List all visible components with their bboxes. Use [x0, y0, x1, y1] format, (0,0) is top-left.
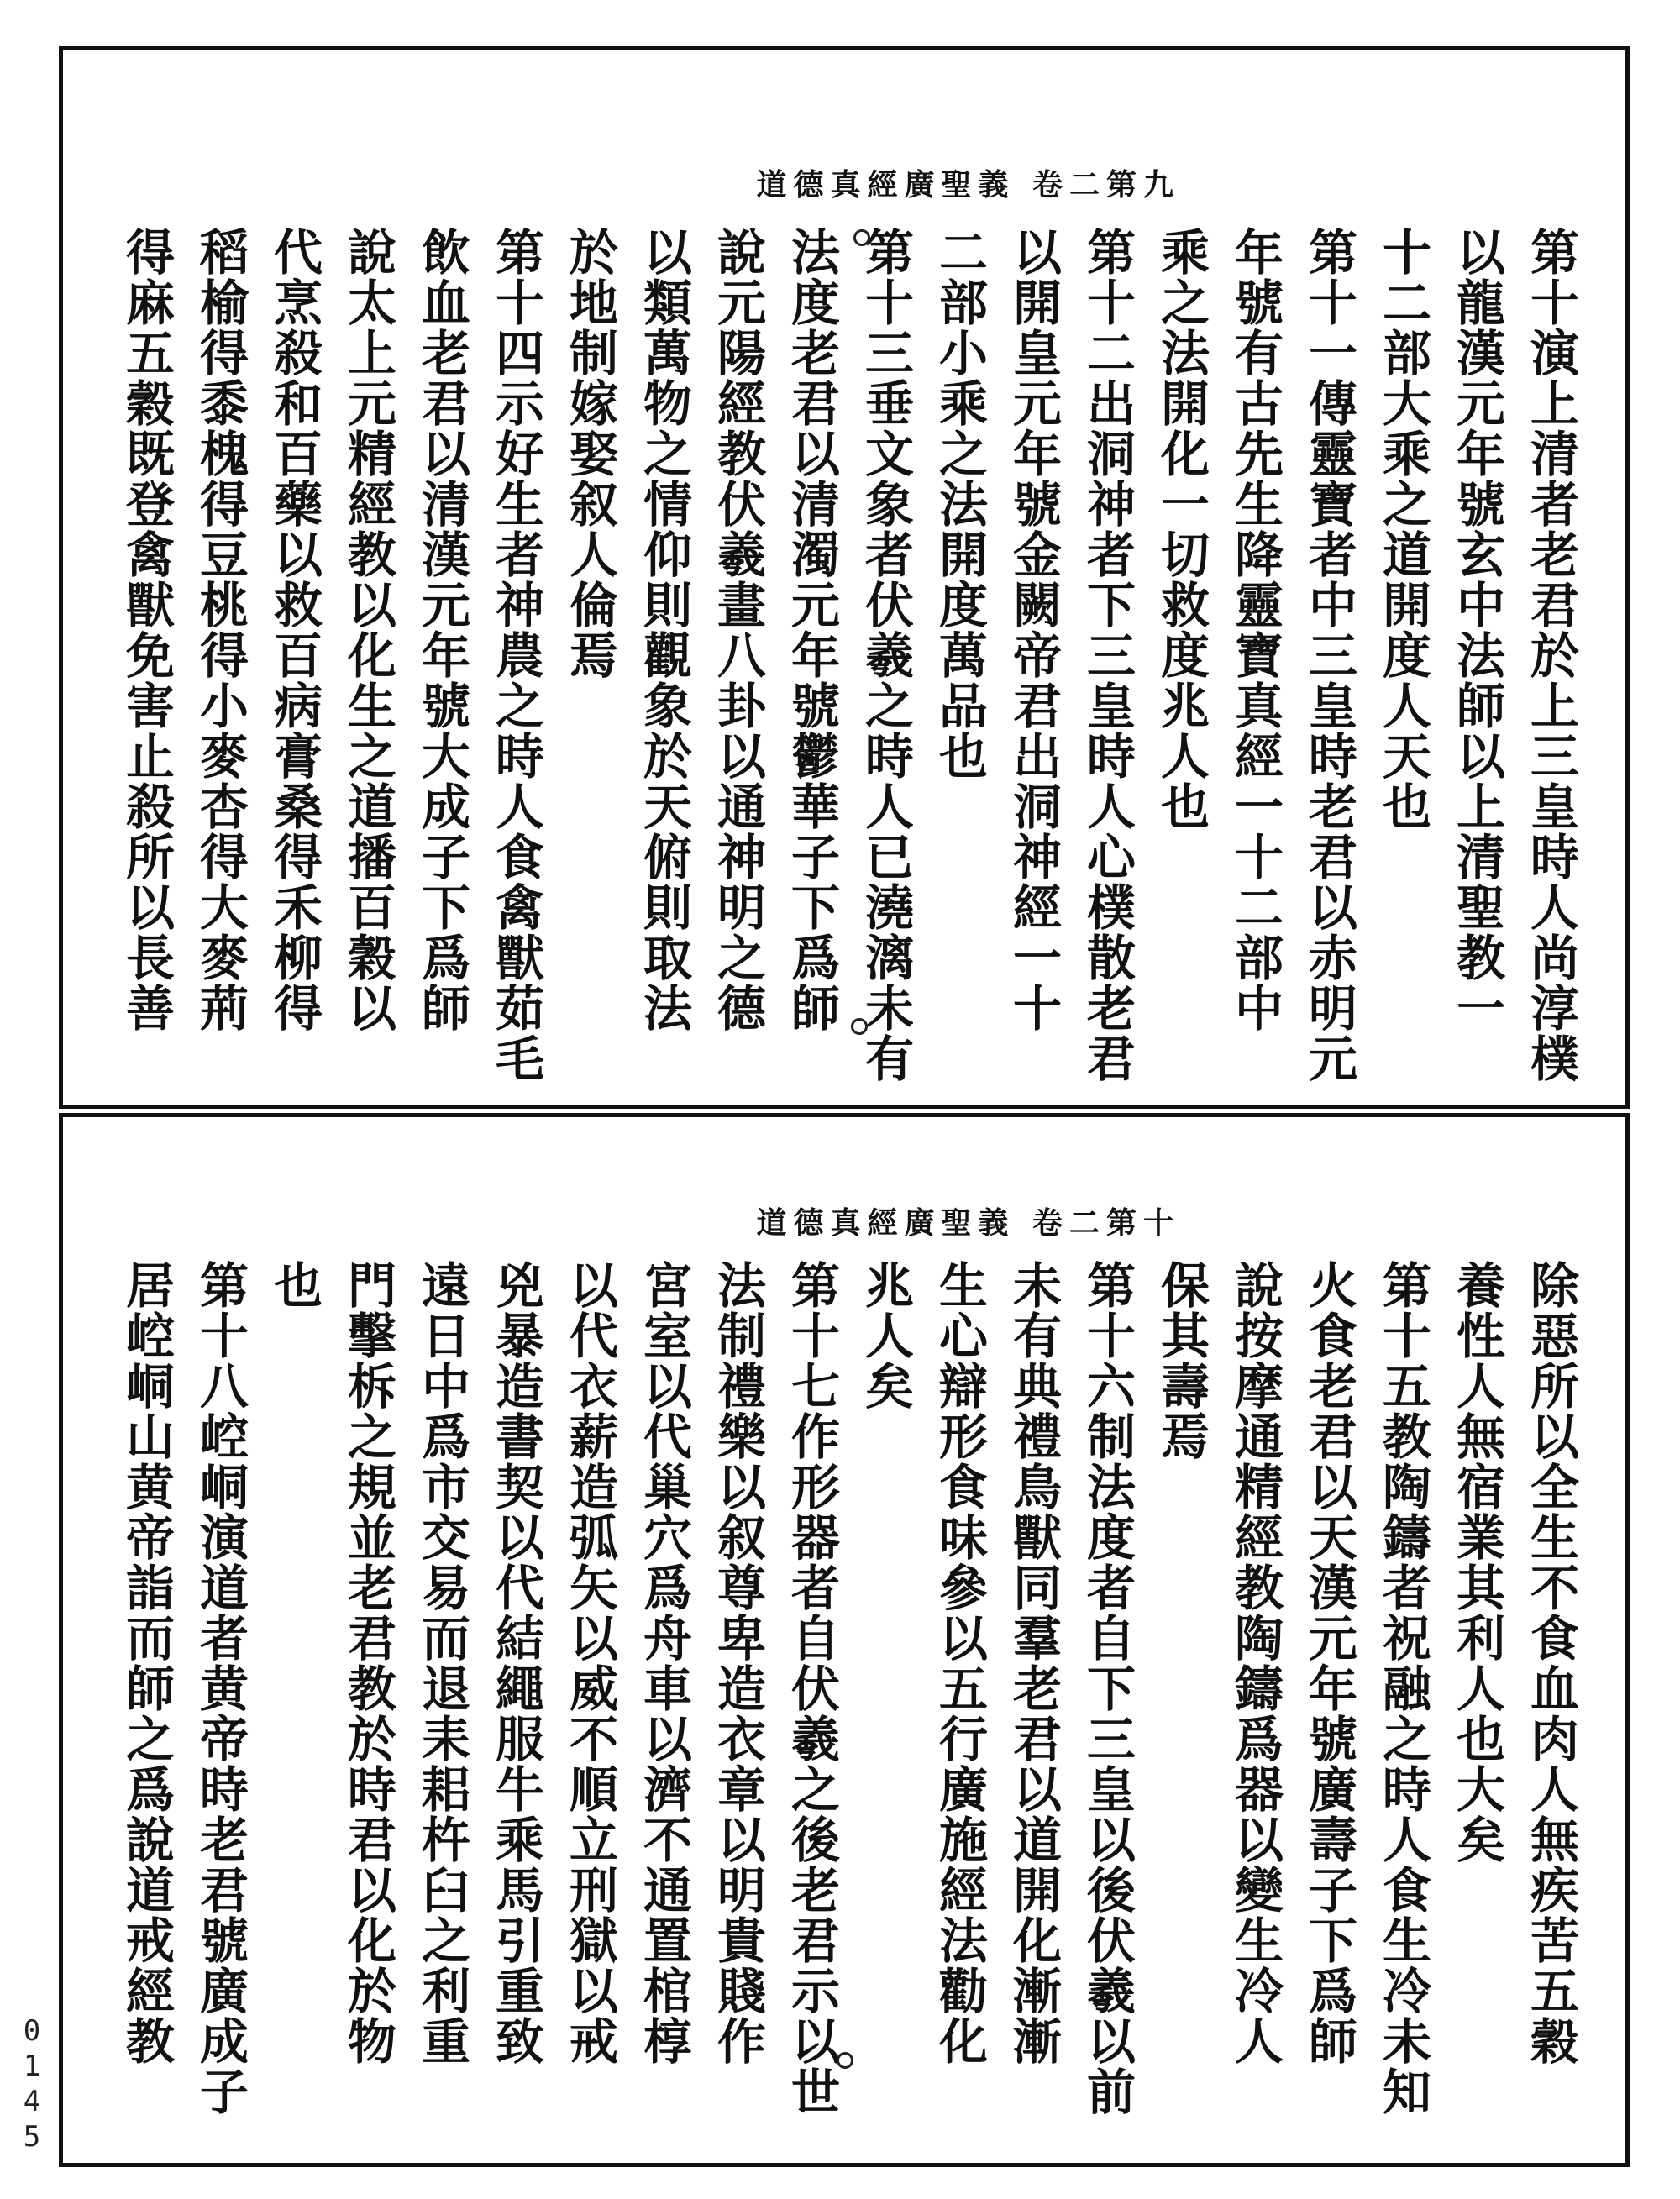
text-column: 兇暴造書契以代結繩服牛乘馬引重致 [487, 1260, 544, 2066]
text-column: 第十八崆峒演道者黄帝時老君號廣成子 [192, 1260, 249, 2117]
text-column: 代烹殺和百藥以救百病膏桑得禾柳得 [265, 227, 323, 1033]
text-column: 十二部大乘之道開度人天也 [1374, 227, 1431, 832]
text-column: 保其壽焉 [1152, 1260, 1210, 1462]
text-column: 第十三垂文象者伏羲之時人已澆漓未有 [857, 227, 914, 1084]
text-column: 於地制嫁娶叙人倫焉 [561, 227, 618, 680]
text-column: 居崆峒山黄帝詣而師之爲說道戒經教 [118, 1260, 175, 2066]
text-column: 第十演上清者老君於上三皇時人尚淳樸 [1522, 227, 1579, 1084]
text-column: 第十二出洞神者下三皇時人心樸散老君 [1079, 227, 1136, 1084]
text-column: 第十五教陶鑄者祝融之時人食生冷未知 [1374, 1260, 1431, 2117]
text-column: 法制禮樂以叙尊卑造衣章以明貴賤作 [709, 1260, 766, 2066]
bottom-text-columns [109, 1260, 1588, 2117]
text-column: 以代衣薪造弧矢以威不順立刑獄以戒 [561, 1260, 618, 2066]
text-column: 乘之法開化一切救度兆人也 [1152, 227, 1210, 832]
punctuation-circle-mark [851, 1018, 868, 1035]
top-text-columns [109, 227, 1588, 1084]
text-column: 說太上元精經教以化生之道播百穀以 [339, 227, 396, 1033]
top-page-header: 道德真經廣聖義 卷二第九 [756, 167, 1180, 202]
text-column: 也 [265, 1260, 323, 1310]
text-column: 第十四示好生者神農之時人食禽獸茹毛 [487, 227, 544, 1084]
text-column: 說元陽經教伏羲畫八卦以通神明之德 [709, 227, 766, 1033]
text-column: 飲血老君以清漢元年號大成子下爲師 [413, 227, 470, 1033]
text-column: 第十七作形器者自伏羲之後老君示以世 [783, 1260, 840, 2117]
text-column: 宮室以代巢穴爲舟車以濟不通置棺椁 [635, 1260, 692, 2066]
page-number: 0145 [15, 2014, 49, 2155]
text-column: 以龍漢元年號玄中法師以上清聖教一 [1448, 227, 1505, 1033]
text-column: 門擊柝之規並老君教於時君以化於物 [339, 1260, 396, 2066]
text-column: 以類萬物之情仰則觀象於天俯則取法 [635, 227, 692, 1033]
bottom-page-panel [59, 1113, 1630, 2167]
text-column: 得麻五穀既登禽獸免害止殺所以長善 [118, 227, 175, 1033]
text-column: 稻榆得黍槐得豆桃得小麥杏得大麥荊 [192, 227, 249, 1033]
text-column: 第十六制法度者自下三皇以後伏羲以前 [1079, 1260, 1136, 2117]
text-column: 以開皇元年號金闕帝君出洞神經一十 [1005, 227, 1062, 1033]
top-page-panel [59, 46, 1630, 1109]
text-column: 法度老君以清濁元年號鬱華子下爲師 [783, 227, 840, 1033]
text-column: 除惡所以全生不食血肉人無疾苦五穀 [1522, 1260, 1579, 2066]
text-column: 年號有古先生降靈寶真經一十二部中 [1226, 227, 1284, 1033]
text-column: 生心辯形食味參以五行廣施經法勸化 [931, 1260, 988, 2066]
text-column: 未有典禮鳥獸同羣老君以道開化漸漸 [1005, 1260, 1062, 2066]
text-column: 火食老君以天漢元年號廣壽子下爲師 [1300, 1260, 1357, 2066]
punctuation-circle-mark [853, 229, 870, 246]
text-column: 兆人矣 [857, 1260, 914, 1411]
bottom-page-header: 道德真經廣聖義 卷二第十 [756, 1205, 1180, 1241]
punctuation-circle-mark [837, 2052, 853, 2069]
text-column: 養性人無宿業其利人也大矣 [1448, 1260, 1505, 1865]
text-column: 第十一傳靈寶者中三皇時老君以赤明元 [1300, 227, 1357, 1084]
text-column: 二部小乘之法開度萬品也 [931, 227, 988, 781]
text-column: 說按摩通精經教陶鑄爲器以變生冷人 [1226, 1260, 1284, 2066]
text-column: 遠日中爲市交易而退耒耜杵臼之利重 [413, 1260, 470, 2066]
